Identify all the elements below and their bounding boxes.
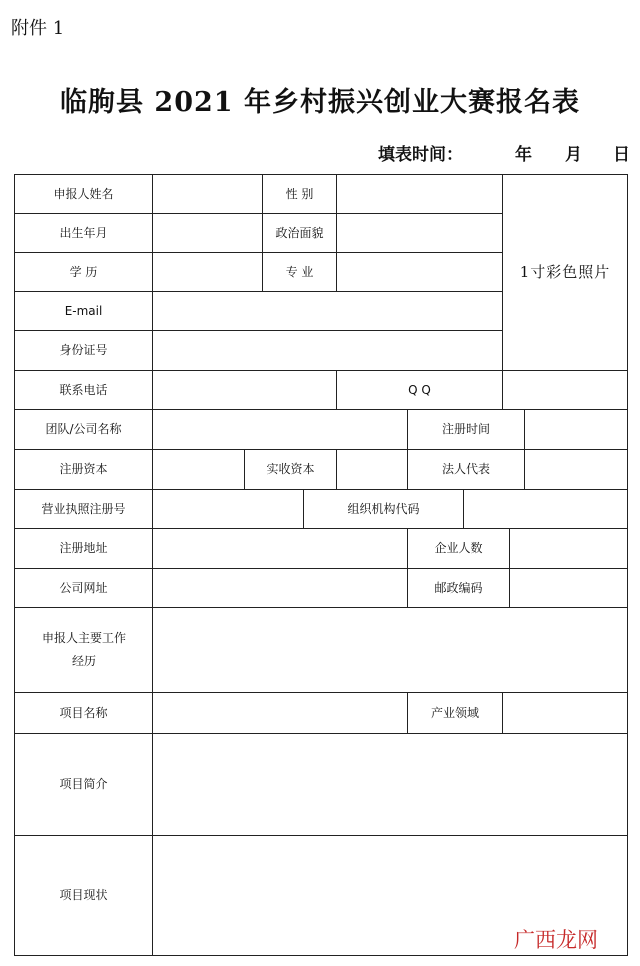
fill-day: 日 (613, 145, 630, 165)
education-label: 学 历 (69, 264, 98, 279)
team-company-label: 团队/公司名称 (45, 422, 122, 437)
reg-time-label: 注册时间 (441, 422, 490, 437)
work-history-label: 申报人主要工作经历 (41, 631, 126, 668)
industry-label: 产业领域 (430, 705, 479, 720)
fill-month: 月 (565, 145, 582, 165)
form-title: 临朐县 2021 年乡村振兴创业大赛报名表 (60, 87, 580, 118)
fill-time-label: 填表时间： (378, 145, 463, 165)
postcode-label: 邮政编码 (434, 580, 483, 595)
site-watermark (514, 924, 598, 954)
fill-year: 年 (515, 145, 532, 165)
watermark-part1: 广西 (514, 928, 556, 952)
watermark-part2: 龙网 (556, 928, 598, 952)
photo-placeholder: 1寸彩色照片 (519, 263, 611, 282)
employees-label: 企业人数 (434, 541, 483, 556)
project-intro-label: 项目简介 (59, 777, 108, 792)
legal-rep-label: 法人代表 (441, 462, 490, 477)
website-label: 公司网址 (59, 580, 108, 595)
phone-label: 联系电话 (59, 382, 108, 397)
id-number-label: 身份证号 (59, 343, 108, 358)
qq-label: Q Q (408, 382, 431, 397)
paid-capital-label: 实收资本 (266, 462, 315, 477)
reg-capital-label: 注册资本 (59, 462, 108, 477)
email-label: E-mail (64, 303, 103, 318)
birth-label: 出生年月 (59, 225, 108, 240)
reg-address-label: 注册地址 (59, 541, 108, 556)
project-status-label: 项目现状 (59, 888, 108, 903)
project-name-label: 项目名称 (59, 705, 108, 720)
org-code-label: 组织机构代码 (347, 501, 420, 516)
attachment-label: 附件 1 (11, 18, 65, 39)
major-label: 专 业 (285, 264, 314, 279)
political-label: 政治面貌 (275, 225, 324, 240)
gender-label: 性 别 (285, 186, 314, 201)
license-no-label: 营业执照注册号 (41, 501, 126, 516)
applicant-name-label: 申报人姓名 (53, 186, 114, 201)
